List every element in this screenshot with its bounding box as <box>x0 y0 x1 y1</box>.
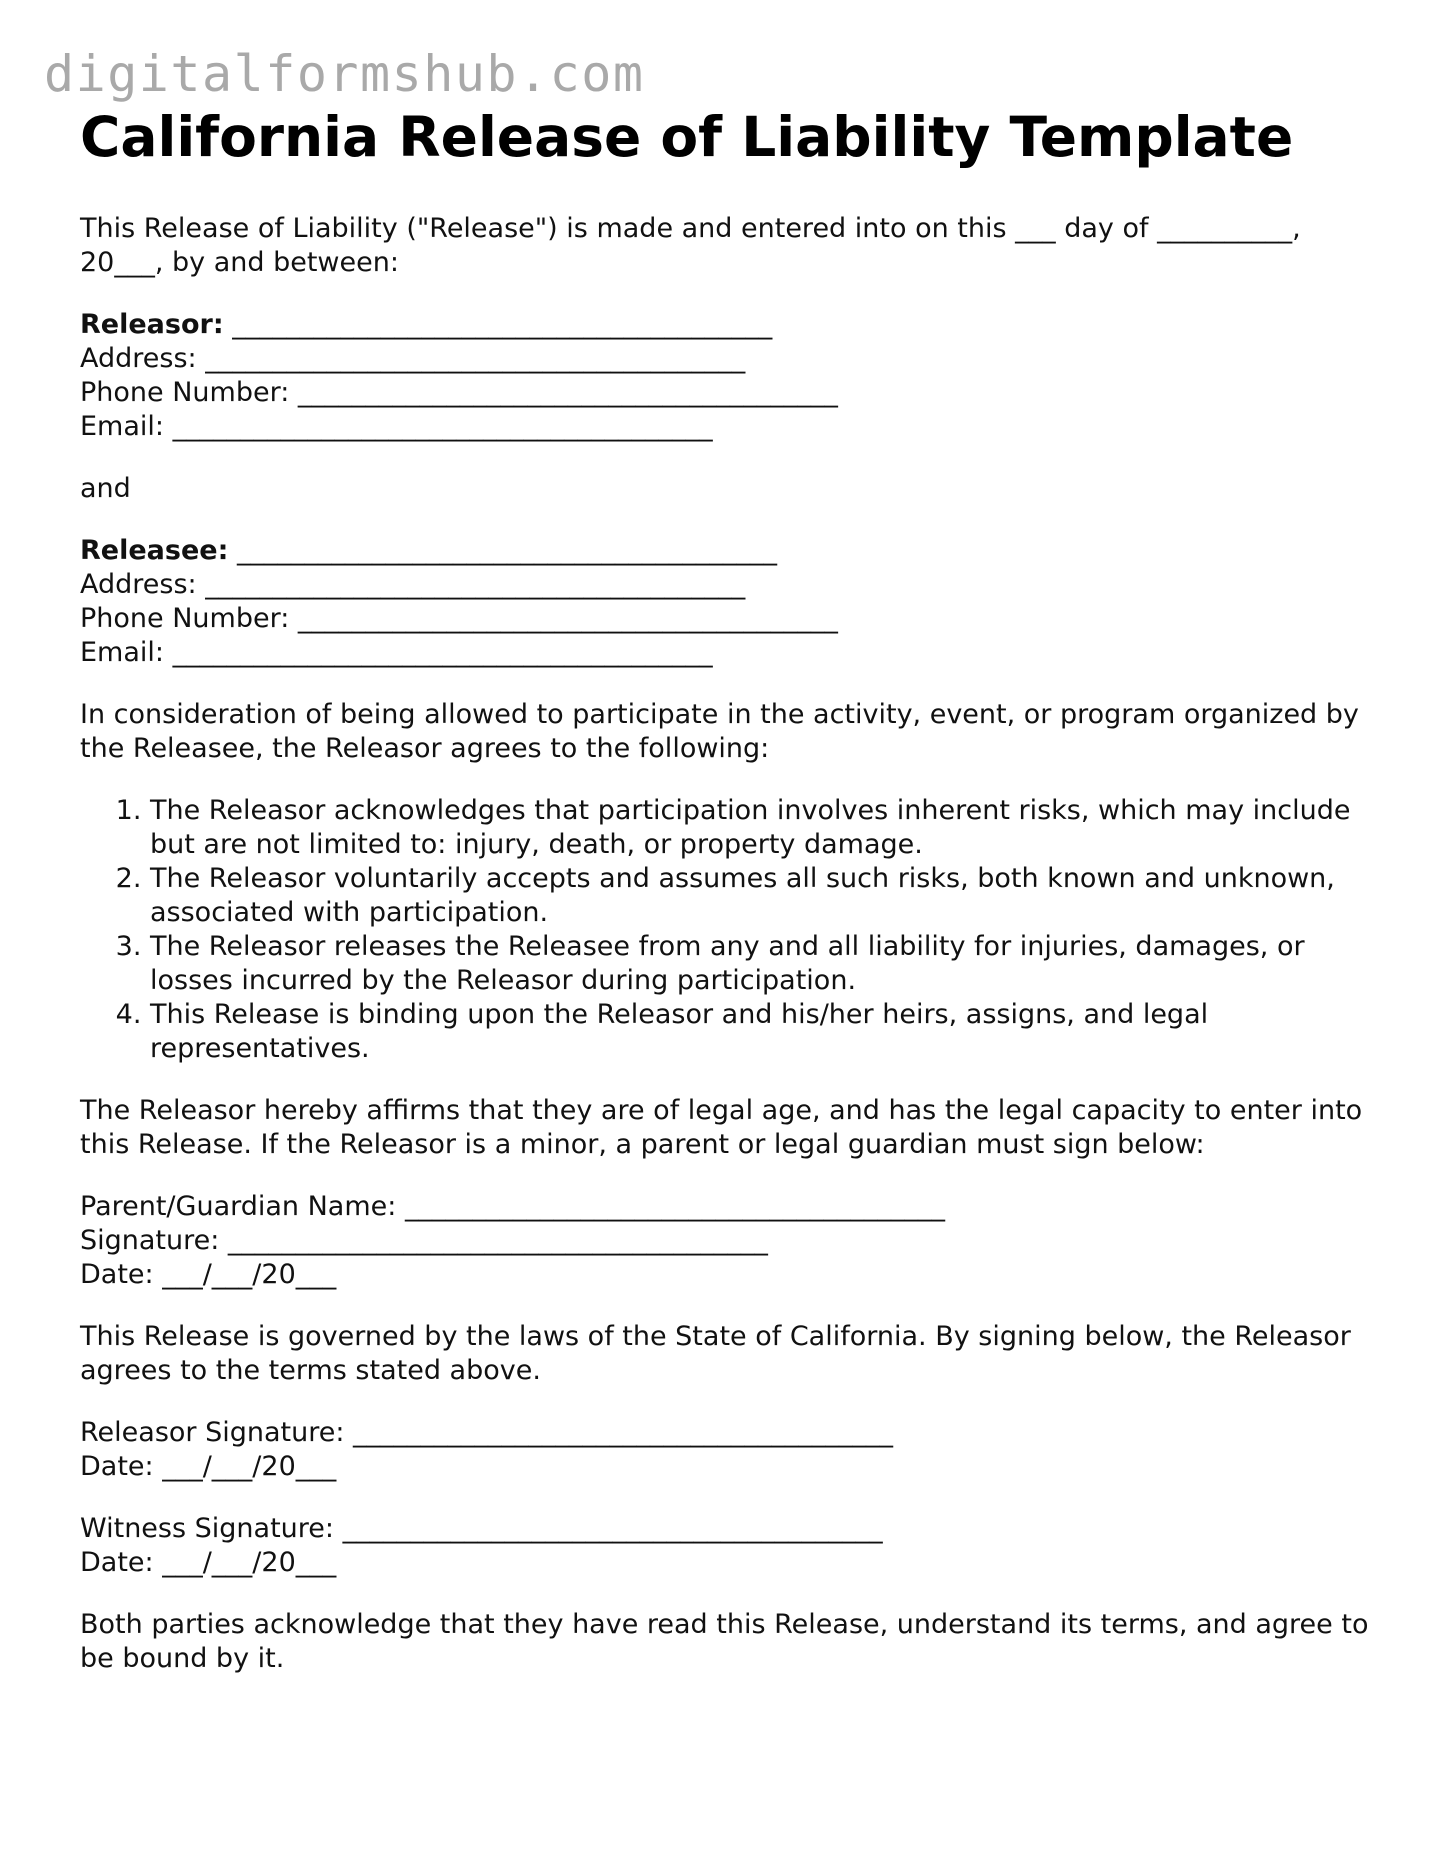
term-item: 3. The Releasor releases the Releasee from any and all liability for injuries, damages, or losses incurred by the Releasor during participation. <box>150 930 1380 998</box>
consideration-paragraph: In consideration of being allowed to participate in the activity, event, or program organized by the Releasee, the Releasor agrees to the following: <box>80 699 1359 764</box>
closing-paragraph: Both parties acknowledge that they have read this Release, understand its terms, and agree to be bound by it. <box>80 1609 1369 1674</box>
releasee-name-line <box>80 534 1380 568</box>
releasor-block <box>80 308 1380 444</box>
terms-list <box>80 794 1380 1066</box>
release-document <box>80 102 1380 1704</box>
guardian-block <box>80 1190 1380 1292</box>
term-item: 1. The Releasor acknowledges that participation involves inherent risks, which may include but are not limited to: injury, death, or property damage. <box>150 794 1380 862</box>
releasor-name-line <box>80 308 1380 342</box>
releasee-phone-line: Phone Number: ________________________________________ <box>80 603 838 634</box>
releasee-name-field: ________________________________________ <box>228 535 777 566</box>
releasor-name-field: ________________________________________ <box>223 309 773 340</box>
witness-signature-block <box>80 1512 1380 1580</box>
releasor-signature-block <box>80 1416 1380 1484</box>
releasor-email-line: Email: ________________________________________ <box>80 411 713 442</box>
intro-paragraph: This Release of Liability ("Release") is made and entered into on this ___ day of __________, 20___, by and between: <box>80 213 1301 278</box>
witness-date-line: Date: ___/___/20___ <box>80 1547 337 1578</box>
term-item: 4. This Release is binding upon the Releasor and his/her heirs, assigns, and legal representatives. <box>150 998 1380 1066</box>
guardian-name-line: Parent/Guardian Name: ________________________________________ <box>80 1191 945 1222</box>
releasee-email-line: Email: ________________________________________ <box>80 637 713 668</box>
guardian-signature-line: Signature: ________________________________________ <box>80 1225 768 1256</box>
releasee-address-line: Address: ________________________________________ <box>80 569 746 600</box>
governing-law-paragraph: This Release is governed by the laws of the State of California. By signing below, the Releasor agrees to the terms stated above. <box>80 1321 1351 1386</box>
witness-signature-line: Witness Signature: ________________________________________ <box>80 1513 883 1544</box>
term-item: 2. The Releasor voluntarily accepts and assumes all such risks, both known and unknown, associated with participation. <box>150 862 1380 930</box>
releasee-label: Releasee: <box>80 535 229 566</box>
page-title: California Release of Liability Template <box>80 105 1294 169</box>
site-watermark: digitalformshub.com <box>44 45 645 103</box>
affirmation-paragraph: The Releasor hereby affirms that they are of legal age, and has the legal capacity to enter into this Release. If the Releasor is a minor, a parent or legal guardian must sign below: <box>80 1095 1363 1160</box>
releasor-label: Releasor: <box>80 309 224 340</box>
releasee-block <box>80 534 1380 670</box>
guardian-date-line: Date: ___/___/20___ <box>80 1259 337 1290</box>
releasor-phone-line: Phone Number: ________________________________________ <box>80 377 838 408</box>
releasor-address-line: Address: ________________________________________ <box>80 343 746 374</box>
releasor-signature-line: Releasor Signature: ________________________________________ <box>80 1417 894 1448</box>
and-connector: and <box>80 473 131 504</box>
releasor-date-line: Date: ___/___/20___ <box>80 1451 337 1482</box>
